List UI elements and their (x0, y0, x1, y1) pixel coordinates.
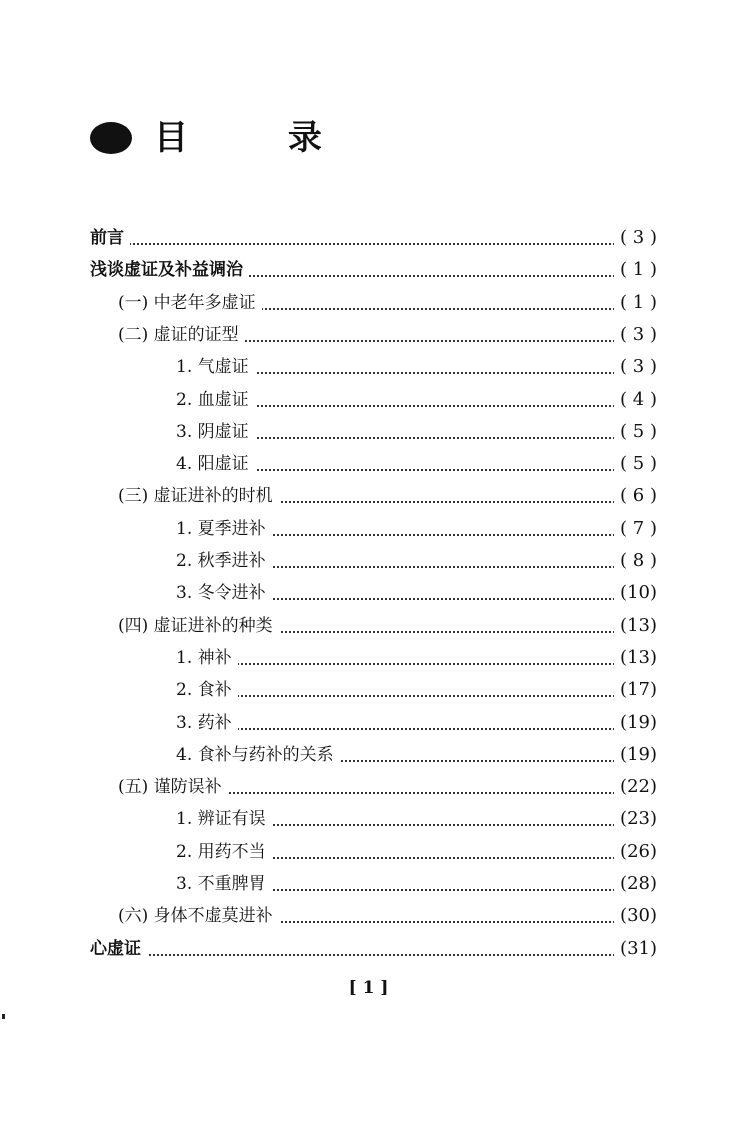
toc-entry-page: ( 5 ) (614, 416, 657, 448)
toc-entry[interactable] (0, 254, 737, 286)
toc-entry[interactable] (0, 803, 737, 835)
toc-entry-page: (28) (614, 868, 657, 900)
toc-entry-page: (30) (614, 900, 657, 932)
scan-speck (2, 1014, 5, 1019)
toc-entry-page: ( 4 ) (614, 384, 657, 416)
dot-leader (90, 243, 619, 245)
toc-entry-title: 3. 冬令进补 (176, 577, 272, 609)
toc-entry-page: (13) (614, 610, 657, 642)
toc-entry[interactable] (0, 545, 737, 577)
toc-entry[interactable] (0, 416, 737, 448)
toc-entry-title: 1. 气虚证 (176, 351, 255, 383)
toc-entry[interactable] (0, 222, 737, 254)
page-number: [ 1 ] (348, 978, 389, 998)
toc-entry[interactable] (0, 707, 737, 739)
toc-entry-title: 1. 夏季进补 (176, 513, 272, 545)
toc-entry-page: ( 1 ) (614, 254, 657, 286)
toc-entry[interactable] (0, 577, 737, 609)
toc-entry[interactable] (0, 480, 737, 512)
toc-entry-page: (23) (614, 803, 657, 835)
toc-entry-page: (22) (614, 771, 657, 803)
toc-entry-page: (13) (614, 642, 657, 674)
toc-entry-title: 前言 (90, 222, 130, 254)
page-title: 目 录 (154, 118, 366, 158)
toc-entry-title: (四) 虚证进补的种类 (118, 610, 279, 642)
dot-leader (90, 954, 619, 956)
toc-entry-page: ( 3 ) (614, 222, 657, 254)
black-dot-icon (90, 122, 132, 154)
toc-entry-title: 3. 阴虚证 (176, 416, 255, 448)
toc-entry[interactable] (0, 610, 737, 642)
toc-entry[interactable] (0, 513, 737, 545)
toc-entry[interactable] (0, 642, 737, 674)
toc-entry-title: 3. 药补 (176, 707, 238, 739)
toc-entry[interactable] (0, 900, 737, 932)
dot-leader (176, 663, 619, 665)
toc-entry-page: (19) (614, 707, 657, 739)
toc-entry-title: (三) 虚证进补的时机 (118, 480, 279, 512)
toc-entry-title: 3. 不重脾胃 (176, 868, 272, 900)
toc-entry[interactable] (0, 933, 737, 965)
toc-entry-title: 心虚证 (90, 933, 147, 965)
toc-entry[interactable] (0, 448, 737, 480)
toc-entry-title: 浅谈虚证及补益调治 (90, 254, 249, 286)
toc-entry-page: (19) (614, 739, 657, 771)
toc-entry[interactable] (0, 287, 737, 319)
toc-entry-page: (26) (614, 836, 657, 868)
toc-entry-page: ( 3 ) (614, 351, 657, 383)
toc-entry-page: ( 3 ) (614, 319, 657, 351)
contents-header (90, 118, 366, 158)
toc-entry-page: ( 6 ) (614, 480, 657, 512)
toc-entry-title: 2. 用药不当 (176, 836, 272, 868)
toc-entry-title: (一) 中老年多虚证 (118, 287, 262, 319)
toc-entry[interactable] (0, 384, 737, 416)
toc-entry[interactable] (0, 739, 737, 771)
dot-leader (176, 695, 619, 697)
dot-leader (176, 728, 619, 730)
toc-entry-title: 2. 食补 (176, 674, 238, 706)
toc-entry[interactable] (0, 836, 737, 868)
toc-entry-page: (10) (614, 577, 657, 609)
toc-entry-page: ( 7 ) (614, 513, 657, 545)
toc-entry[interactable] (0, 868, 737, 900)
toc-entry-title: (五) 谨防误补 (118, 771, 228, 803)
toc-entry[interactable] (0, 674, 737, 706)
toc-entry-title: 4. 食补与药补的关系 (176, 739, 340, 771)
toc-entry-title: (六) 身体不虚莫进补 (118, 900, 279, 932)
toc-entry[interactable] (0, 351, 737, 383)
toc-entry-title: 1. 神补 (176, 642, 238, 674)
toc-entry-page: ( 8 ) (614, 545, 657, 577)
toc-entry-title: 1. 辨证有误 (176, 803, 272, 835)
toc-entry-title: 2. 秋季进补 (176, 545, 272, 577)
toc-entry-page: ( 5 ) (614, 448, 657, 480)
toc-entry[interactable] (0, 771, 737, 803)
toc-entry-title: 2. 血虚证 (176, 384, 255, 416)
toc-entry[interactable] (0, 319, 737, 351)
toc-entry-page: ( 1 ) (614, 287, 657, 319)
toc-entry-title: (二) 虚证的证型 (118, 319, 245, 351)
toc-entry-title: 4. 阳虚证 (176, 448, 255, 480)
toc-entry-page: (31) (614, 933, 657, 965)
toc-entry-page: (17) (614, 674, 657, 706)
